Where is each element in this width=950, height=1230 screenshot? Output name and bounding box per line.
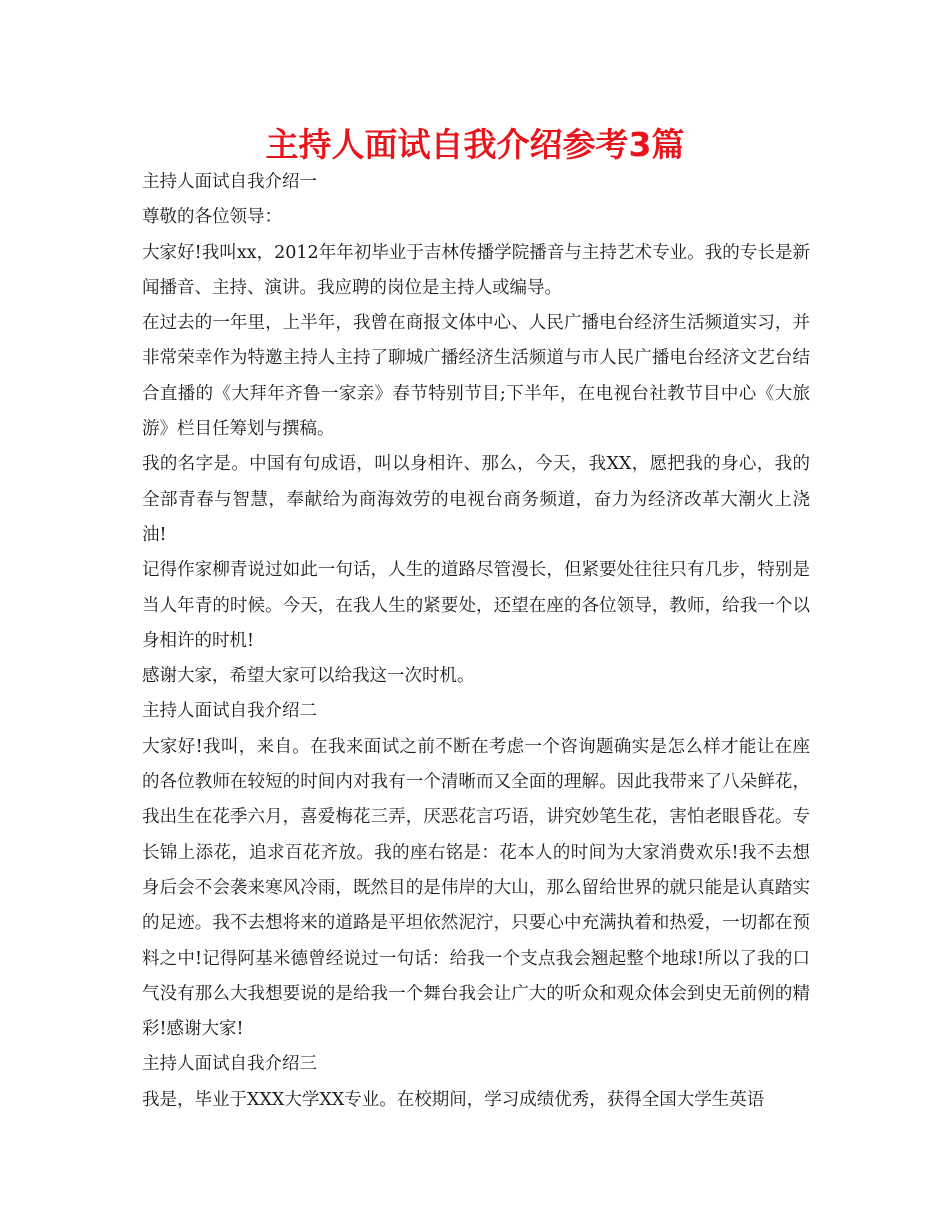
paragraph-graduate: 我是，毕业于XXX大学XX专业。在校期间，学习成绩优秀，获得全国大学生英语 — [142, 1089, 765, 1110]
section-heading-1: 主持人面试自我介绍一 — [142, 172, 317, 192]
section-heading-3: 主持人面试自我介绍三 — [142, 1054, 317, 1075]
section-heading-2: 主持人面试自我介绍二 — [142, 701, 317, 722]
paragraph-intro: 大家好!我叫xx，2012年年初毕业于吉林传播学院播音与主持艺术专业。我的专长是新闻播音、主持、演讲。我应聘的岗位是主持人或编导。 — [142, 242, 810, 298]
salutation: 尊敬的各位领导： — [142, 207, 282, 228]
paragraph-quote: 记得作家柳青说过如此一句话，人生的道路尽管漫长，但紧要处往往只有几步，特别是当人年青的时候。今天，在我人生的紧要处，还望在座的各位领导，教师，给我一个以身相许的时机! — [142, 560, 810, 651]
paragraph-flowers: 大家好!我叫，来自。在我来面试之前不断在考虑一个咨询题确实是怎么样才能让在座的各位教师在较短的时间内对我有一个清晰而又全面的理解。因此我带来了八朵鲜花，我出生在花季六月，喜爱梅花三弄，厌恶花言巧语，讲究妙笔生花，害怕老眼昏花。专长锦上添花，追求百花齐放。我的座右铭是：花本人的时间为大家消费欢乐!我不去想身后会不会袭来寒风冷雨，既然目的是伟岸的大山，那么留给世界的就只能是认真踏实的足迹。我不去想将来的道路是平坦依然泥泞，只要心中充满执着和热爱，一切都在预料之中!记得阿基米德曾经说过一句话：给我一个支点我会翘起整个地球!所以了我的口气没有那么大我想要说的是给我一个舞台我会让广大的听众和观众体会到史无前例的精彩!感谢大家! — [142, 736, 810, 1040]
paragraph-thanks: 感谢大家，希望大家可以给我这一次时机。 — [142, 666, 475, 687]
paragraph-name: 我的名字是。中国有句成语，叫以身相许、那么，今天，我XX，愿把我的身心，我的全部青春与智慧，奉献给为商海效劳的电视台商务频道，奋力为经济改革大潮火上浇油! — [142, 454, 810, 545]
paragraph-experience: 在过去的一年里，上半年，我曾在商报文体中心、人民广播电台经济生活频道实习，并非常荣幸作为特邀主持人主持了聊城广播经济生活频道与市人民广播电台经济文艺台结合直播的《大拜年齐鲁一家亲》春节特别节目;下半年，在电视台社教节目中心《大旅游》栏目任筹划与撰稿。 — [142, 313, 810, 440]
document-body — [142, 165, 810, 1118]
document-title: 主持人面试自我介绍参考3篇 — [265, 125, 685, 164]
